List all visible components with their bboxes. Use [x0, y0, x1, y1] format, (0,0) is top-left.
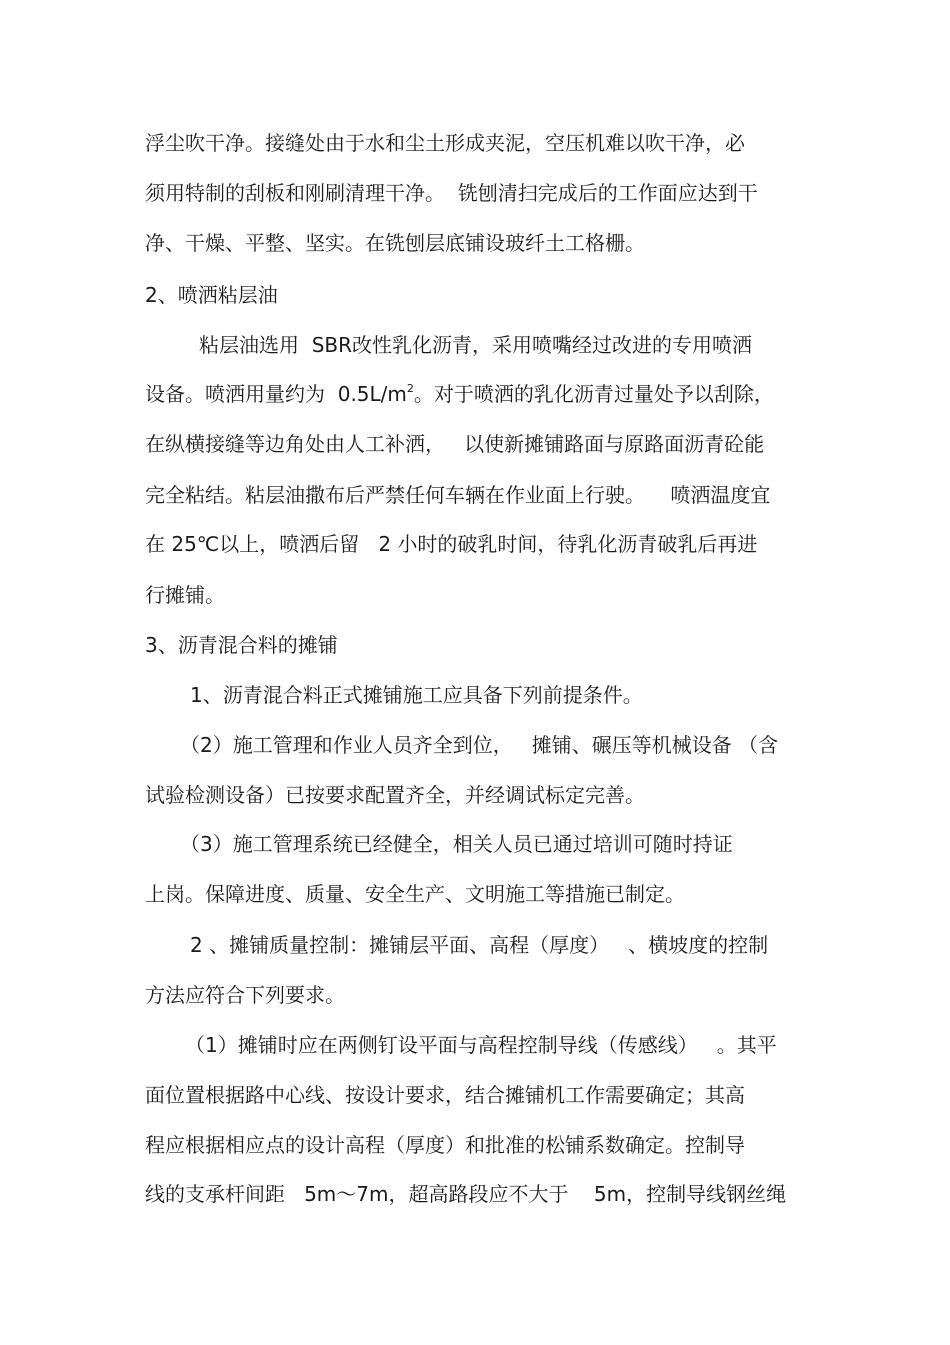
text-line-6-part-1: 设备。喷洒用量约为 0.5L/m: [145, 382, 407, 406]
section-heading-2: 2、喷洒粘层油: [145, 283, 278, 307]
text-line-2: 须用特制的刮板和刚刷清理干净。 铣刨清扫完成后的工作面应达到干: [145, 181, 758, 205]
text-line-12: 1、沥青混合料正式摊铺施工应具备下列前提条件。: [190, 683, 643, 707]
text-line-15: （3）施工管理系统已经健全，相关人员已通过培训可随时持证: [180, 832, 733, 856]
text-line-20: 面位置根据路中心线、按设计要求，结合摊铺机工作需要确定；其高: [145, 1083, 745, 1107]
text-line-8: 完全粘结。粘层油撒布后严禁任何车辆在作业面上行驶。 喷洒温度宜: [145, 483, 771, 507]
text-line-10: 行摊铺。: [145, 583, 225, 607]
text-line-13: （2）施工管理和作业人员齐全到位， 摊铺、碾压等机械设备 （含: [180, 733, 779, 757]
text-line-1: 浮尘吹干净。接缝处由于水和尘土形成夹泥，空压机难以吹干净，必: [145, 131, 745, 155]
text-line-6-part-2: 。对于喷洒的乳化沥青过量处予以刮除，: [413, 382, 774, 406]
text-line-16: 上岗。保障进度、质量、安全生产、文明施工等措施已制定。: [145, 882, 685, 906]
text-line-3: 净、干燥、平整、坚实。在铣刨层底铺设玻纤土工格栅。: [145, 231, 645, 255]
text-line-14: 试验检测设备）已按要求配置齐全，并经调试标定完善。: [145, 783, 645, 807]
superscript-2: 2: [406, 382, 414, 395]
text-line-7: 在纵横接缝等边角处由人工补洒， 以使新摊铺路面与原路面沥青砼能: [145, 432, 765, 456]
text-line-22: 线的支承杆间距 5m～7m，超高路段应不大于 5m，控制导线钢丝绳: [145, 1182, 787, 1206]
text-line-19: （1）摊铺时应在两侧钉设平面与高程控制导线（传感线） 。其平: [185, 1033, 777, 1057]
section-heading-3: 3、沥青混合料的摊铺: [145, 633, 338, 657]
text-line-18: 方法应符合下列要求。: [145, 983, 345, 1007]
text-line-9: 在 25℃以上，喷洒后留 2 小时的破乳时间，待乳化沥青破乳后再进: [145, 532, 758, 556]
text-line-21: 程应根据相应点的设计高程（厚度）和批准的松铺系数确定。控制导: [145, 1133, 745, 1157]
text-line-6: [145, 380, 774, 408]
text-line-17: 2 、摊铺质量控制：摊铺层平面、高程（厚度） 、横坡度的控制: [190, 933, 769, 957]
text-line-5: 粘层油选用 SBR改性乳化沥青，采用喷嘴经过改进的专用喷洒: [199, 333, 753, 357]
